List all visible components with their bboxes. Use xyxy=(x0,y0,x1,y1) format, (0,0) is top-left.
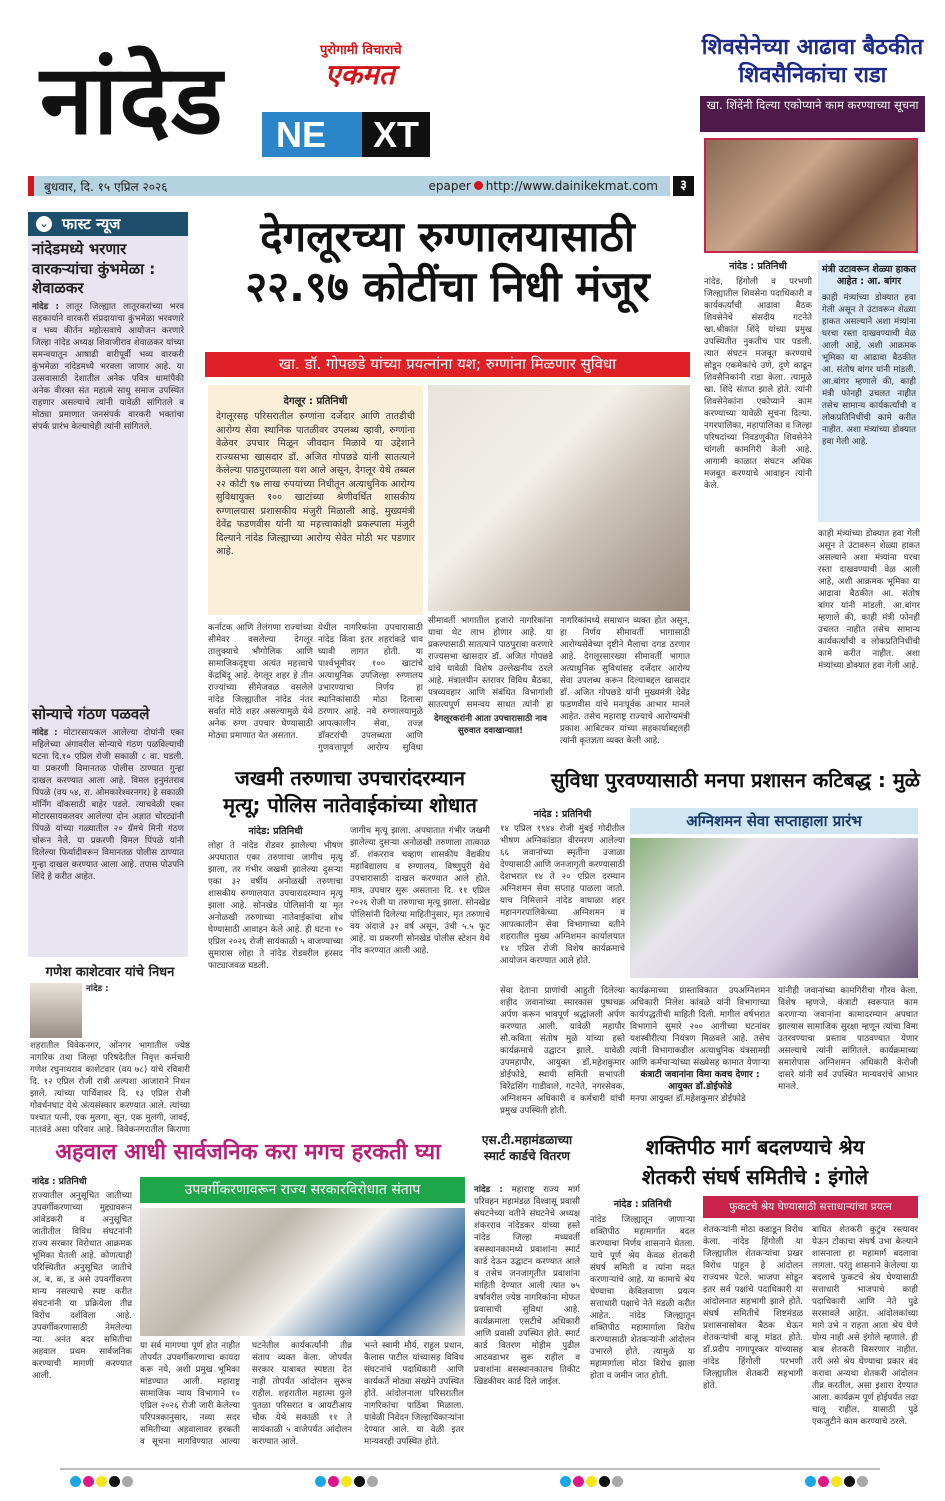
sidebar-story-2-headline: सोन्याचे गंठण पळवले xyxy=(32,705,150,723)
registration-marks-2 xyxy=(315,1476,378,1487)
fire-col1: १४ एप्रिल १९४४ रोजी मुंबई गोदीतील भीषण अग्निकांडात वीरमरण आलेल्या ६६ जवानांच्या स्मृतींना उजाळा देण्यासाठी आणि जनजागृती करण्यासाठी देशभरात १४ ते २० एप्रिल दरम्यान अग्निशमन सेवा सप्ताह पाळला जातो. याच निमित्ताने नांदेड वाघाळा शहर महानगरपालिकेच्या अग्निशमन व आपत्कालीन सेवा विभागाच्या वतीने शहरातील मुख्य अग्निशमन कार्यालयात १४ एप्रिल रोजी विशेष कार्यक्रमाचे आयोजन करण्यात आले होते. xyxy=(500,824,625,966)
obituary-body: शहरातील विवेकनगर, ओंनगर भागातील ज्येष्ठ नागरिक तथा जिल्हा परिषदेतील निवृत्त कर्मचारी गणेश रघुनाथराव काशेटवार (वय ७८) यांचे रविवारी दि. १२ एप्रिल रोजी रात्री अल्पशा आजाराने निधन झाले. त्यांच्या पार्थिवावर दि. १३ एप्रिल रोजी गोवर्धनघाट येथे अंत्यसंस्कार करण्यात आले. त्यांच्या पश्चात पत्नी, एक मुलगा, सून, एक मुलगी, जावई, नातवंडे असा परिवार आहे. विवेकनगरातील किराणा xyxy=(30,1041,190,1135)
registration-dot xyxy=(122,1476,133,1487)
fire-col2: सेवा देताना प्राणांची आहुती दिलेल्या शहीद जवानांच्या स्मारकास पुष्पचक्र अर्पण करून भावपूर्ण श्रद्धांजली अर्पण करण्यात आली. यावेळी महापौर सौ.कविता संतोष मुळे यांच्या हस्ते कार्यक्रमाचे उद्घाटन झाले. यावेळी उपमहापौर, आयुक्त डॉ.महेशकुमार डोईफोडे, स्थायी समिती सभापती विरेंद्रसिंग गाडीवाले, गटनेते, नगरसेवक, अग्निशमन अधिकारी व कर्मचारी यांची प्रमुख उपस्थिती होती. xyxy=(500,986,625,1116)
sidebar-story-2-body: मोटारसायकल आलेल्या दोघांनी एका महिलेच्या अंगावरील सोन्याचे गंठण पळविल्याची घटना दि.१० एप्रिल रोजी सकाळी ८ वा. घडली. या प्रकरणी विमानतळ पोलीस ठाण्यात गुन्हा दाखल करण्यात आला आहे. विमल हनुमंतराव पिंपळे (वय ५४, रा. ओमकारेश्वरनगर) हे सकाळी मॉर्निंग वॉकसाठी बाहेर पडले. त्याचवेळी एका मोटारसायकलवर आलेल्या दोन अज्ञात चोरट्यांनी पिंपळे यांच्या गळ्यातील २० ग्रॅमचे मिनी गंठण चोरून नेले. या प्रकरणी विमल पिंपळे यांनी दिलेल्या फिर्यादीवरून विमानतळ पोलीस ठाण्यात गुन्हा दाखल करण्यात आला आहे. तपास पोउपनि शिंदे हे करीत आहेत. xyxy=(32,727,184,882)
fire-subhead: कंत्राटी जवानांना विमा कवच देणार : आयुक्त डॉ.डोईफोडे xyxy=(640,1070,760,1092)
accident-col2: जागीच मृत्यू झाला. अपघातात गंभीर जखमी झालेल्या दुसऱ्या अनोळखी तरुणाला तात्काळ डॉ. शंकरराव चव्हाण शासकीय वैद्यकीय महाविद्यालय व रुग्णालय, विष्णुपुरी येथे उपचारासाठी दाखल करण्यात आले होते. मात्र, उपचार सुरू असताना दि. ११ एप्रिल २०२६ रोजी या तरुणाचा मृत्यू झाला. सोनखेड पोलिसांनी दिलेल्या माहितीनुसार, मृत तरुणाचे वय अंदाजे ३२ वर्ष असून, उंची ५.५ फूट आहे. या प्रकरणी सोनखेड पोलीस स्टेशन येथे नोंद करण्यात आली आहे. xyxy=(350,826,490,956)
registration-dot xyxy=(328,1476,339,1487)
lead-story-box xyxy=(208,385,423,615)
next-logo-left: NE xyxy=(262,112,362,157)
obituary-dateline: नांदेड : xyxy=(86,984,109,994)
shaktipeeth-headline xyxy=(590,1132,920,1192)
bangar-box xyxy=(818,260,920,522)
fire-col3-tail: मनपा आयुक्त डॉ.महेशकुमार डोईफोडे xyxy=(630,1094,746,1104)
fire-col3-wrap xyxy=(630,985,770,1129)
page-number: ३ xyxy=(670,176,694,196)
fire-band: अग्निशमन सेवा सप्ताहाला प्रारंभ xyxy=(630,808,918,834)
lead-col3: कर्नाटक आणि तेलंगणा राज्यांच्या सीमेवर वसलेल्या देगलूर तालुक्याचे भौगोलिक आणि सामाजिकदृष्ट्या अत्यंत महत्त्वाचे केंद्रबिंदू आहे. देगलूर शहर हे तीन राज्यांच्या सीमेजवळ वसलेले नांदेड जिल्ह्यातील नांदेड नंतर सर्वात मोठे शहर असल्यामुळे येथे अनेक रुग्ण उपचार घेण्यासाठी मोठ्या प्रमाणात येत असतात. xyxy=(208,623,313,741)
accident-headline-line1: जखमी तरुणाचा उपचारांदरम्यान xyxy=(235,766,465,790)
epaper-url[interactable]: http://www.dainikekmat.com xyxy=(485,179,658,193)
shivsena-dateline: नांदेड : प्रतिनिधी xyxy=(729,261,787,272)
epaper-globe-icon xyxy=(474,181,483,190)
accident-headline-line2: मृत्यू; पोलिस नातेवाईकांच्या शोधात xyxy=(223,793,477,817)
reservation-photo xyxy=(140,1208,465,1336)
registration-dot xyxy=(612,1476,623,1487)
shivsena-headline: शिवसेनेच्या आढावा बैठकीत शिवसैनिकांचा राडा xyxy=(701,35,924,88)
reservation-col1: राज्यातील अनुसूचित जातीच्या उपवर्गीकरणाच्या मुद्द्यावरून आंबेडकरी व अनुसूचित जातीतील विविध संघटनांनी राज्य सरकार विरोधात आक्रमक भूमिका घेतली आहे. कोणत्याही परिस्थितीत अनुसूचित जातीचे अ, ब, क, ड असे उपवर्गीकरण मान्य नसल्याचे स्पष्ट करीत संघटनांनी या प्रक्रियेला तीव्र विरोध दर्शविला आहे. उपवर्गीकरणासाठी नेमलेल्या न्या. अनंत बदर समितीचा अहवाल प्रथम सार्वजनिक करण्याची मागणी करण्यात आली. xyxy=(32,1191,132,1381)
registration-dot xyxy=(831,1476,842,1487)
shivsena-body: नांदेड, हिंगोली व परभणी जिल्ह्यातील शिवसेना पदाधिकारी व कार्यकर्त्यांची आढावा बैठक शिवसेनेचे संसदीय गटनेते खा.श्रीकांत शिंदे यांच्या प्रमुख उपस्थितीत नुकतीच पार पडली. त्यात संघटन मजबूत करण्याचे सोडून एकमेकांचे उणे, दुणे काढून शिवसैनिकांनी राडा केला. त्यामुळे खा. शिंदे संतप्त झाले होते. त्यांनी शिवसेनेकांना एकोप्याने काम करण्याच्या यावेळी सूचना दिल्या. नगरपालिका, महापालिका व जिल्हा परिषदांच्या निवडणुकीत शिवसेनेने चांगली कामगिरी केली आहे. आगामी काळात संघटन अधिक मजबूत करण्याचे आवाहन त्यांनी केले. xyxy=(704,277,812,491)
fire-headline: सुविधा पुरवण्यासाठी मनपा प्रशासन कटिबद्ध : मुळे xyxy=(550,768,920,792)
next-logo-right: XT xyxy=(362,112,430,157)
reservation-dateline: नांदेड : प्रतिनिधी xyxy=(32,1177,87,1187)
registration-dot xyxy=(805,1476,816,1487)
lead-headline-line2: २२.९७ कोटींचा निधी मंजूर xyxy=(245,262,650,312)
registration-dot xyxy=(857,1476,868,1487)
fire-col3: कार्यक्रमाच्या प्रास्ताविकात उपअग्निशमन अधिकारी निलेश कांबळे यांनी विभागाच्या कार्यपद्धतीची माहिती दिली. मागील वर्षभरात विभागाने सुमारे २०० आगीच्या घटनांवर यशस्वीरीत्या नियंत्रण मिळवले आहे. तसेच त्यांनी विभागाकडील अत्याधुनिक यंत्रसामग्री आणि कर्मचाऱ्यांच्या संख्येसह कामात येणाऱ्या xyxy=(630,986,770,1068)
reservation-band: उपवर्गीकरणावरून राज्य सरकारविरोधात संताप xyxy=(140,1177,465,1203)
fire-photo xyxy=(630,838,918,978)
registration-dot xyxy=(560,1476,571,1487)
registration-dot xyxy=(109,1476,120,1487)
shaktipeeth-headline-line1: शक्तिपीठ मार्ग बदलण्याचे श्रेय xyxy=(645,1135,865,1159)
registration-marks-1 xyxy=(70,1476,133,1487)
sidebar-story-1-body: लातूर जिल्ह्यात लातूरकरांच्या भरव सहकार्याने वारकरी संप्रदायाचा कुंभमेळा भरवणारे व भव्य कीर्तन महोत्सवाचे आयोजन करणारे जिल्हा नांदेड अध्यक्ष शिवाजीराव शेवाळकर यांच्या समन्वयातून आषाढी वारीपूर्वी भव्य वारकरी कुंभमेळा नांदेडमध्ये भरवला जाणार आहे. या उत्सवासाठी देशातील अनेक पवित्र धामांपैकी अनेक वीरक्त संत महात्मे साधु समाज उपस्थित राहणार असल्याचे त्यांनी यावेळी सांगितले व मोठ्या प्रमाणात जनसंपर्क वारकरी भक्तांचा संपर्क प्रारंभ केल्याचेही त्यांनी सांगितले. xyxy=(32,301,184,432)
bangar-box-body: काही मंत्र्यांच्या डोक्यात हवा गेली असून ते उंटावरून शेळ्या हाकत असल्याने अशा मंत्र्यांना घरचा रस्ता दाखवण्याची वेळ आली आहे, अशी आक्रमक भूमिका या आढावा बैठकीत आ. संतोष बांगर यांनी मांडली. आ.बांगर म्हणाले की, काही मंत्री फोनही उचलत नाहीत तसेच सामान्य कार्यकर्त्यांची व लोकप्रतिनिधींची कामे करीत नाहीत. अशा मंत्र्यांच्या डोक्यात हवा गेली आहे. xyxy=(822,292,916,447)
lead-box-body: देगलूरसह परिसरातील रुग्णांना दर्जेदार आणि तातडीची आरोग्य सेवा स्थानिक पातळीवर उपलब्ध व्हावी, रुग्णांना वेळेवर उपचार मिळून जीवदान मिळावे या उद्देशाने राज्यसभा खासदार डॉ. अजित गोपछडे यांनी सातत्याने केलेल्या पाठपुराव्याला यश आले असून, देगलूर येथे तब्बल २२ कोटी ९७ लाख रुपयांच्या निधीतून अत्याधुनिक आरोग्य सुविधायुक्त १०० खाटांच्या श्रेणीवर्धित शासकीय रुग्णालयास प्रशासकीय मंजुरी मिळाली आहे. मुख्यमंत्री देवेंद्र फडणवीस यांनी या महत्त्वाकांक्षी प्रकल्पाला मंजुरी दिल्याने नांदेड जिल्ह्याच्या आरोग्य सेवेत मोठी भर पडणार आहे. xyxy=(216,411,415,557)
footer-rule xyxy=(60,1468,880,1470)
epaper-link[interactable] xyxy=(428,179,658,193)
lead-subhead: खा. डॉ. गोपछडे यांच्या प्रयत्नांना यश; रुग्णांना मिळणार सुविधा xyxy=(205,352,690,377)
registration-dot xyxy=(586,1476,597,1487)
fire-col4: यांनीही जवानांच्या कामगिरीचा गौरव केला. विशेष म्हणजे, कंत्राटी स्वरूपात काम करणाऱ्या जवानांना कामादरम्यान अपघात झाल्यास सामाजिक सुरक्षा म्हणून त्यांचा विमा उतरवण्याचा प्रस्ताव पाठवण्यात येणार असल्याचे त्यांनी सांगितले. कार्यक्रमाच्या समारोपास अग्निशमन अधिकारी केरोजी दासरे यांनी सर्व उपस्थित मान्यवरांचे आभार मानले. xyxy=(778,986,918,1092)
reservation-col2: या सर्व मागण्या पूर्ण होत नाहीत तोपर्यंत उपवर्गीकरणाचा कायदा करू नये, अशी प्रमुख भूमिका मांडण्यात आली. महाराष्ट्र सामाजिक न्याय विभागाने १० एप्रिल २०२६ रोजी जारी केलेल्या परिपत्रकानुसार, नव्या सदर समितीच्या अहवालावर हरकती व सूचना मागविण्यात आल्या xyxy=(140,1341,240,1447)
lead-headline-line1: देगलूरच्या रुग्णालयासाठी xyxy=(260,212,635,261)
shaktipeeth-headline-line2: शेतकरी संघर्ष समितीचे : इंगोले xyxy=(641,1165,869,1189)
st-text xyxy=(474,1184,580,1448)
obituary-headline: गणेश काशेटवार यांचे निधन xyxy=(45,965,175,980)
accident-headline xyxy=(205,765,495,819)
lead-dateline: देगलूर : प्रतिनिधी xyxy=(283,396,348,407)
registration-dot xyxy=(96,1476,107,1487)
registration-dot xyxy=(341,1476,352,1487)
lead-col1: सीमावर्ती भागातील हजारो नागरिकांना याचा थेट लाभ होणार आहे. या प्रकल्पासाठी सातत्याने पाठपुरावा करणारे राज्यसभा खासदार डॉ. अजित गोपछडे यांचे यावेळी विशेष उल्लेखनीय ठरले आहे. मंत्रालयीन स्तरावर विविध बैठका, पत्रव्यवहार आणि संबंधित विभागांशी सातत्यपूर्ण समन्वय साधत त्यांनी हा xyxy=(428,616,553,710)
sidebar-story-2-dateline: नांदेड : xyxy=(32,727,58,738)
shivsena-subhead: खा. शिंदेंनी दिल्या एकोप्याने काम करण्याच्या सूचना xyxy=(700,96,925,132)
bangar-box-title: मंत्री उटावरून शेळ्या हाकत आहेत : आ. बांगर xyxy=(822,264,916,288)
registration-dot xyxy=(573,1476,584,1487)
shaktipeeth-col3: बाधित शेतकरी कुटुंब रस्त्यावर येऊन टोकाचा संघर्ष उभा केल्याने शासनाला हा महामार्ग बदलावा लागला. परंतु शासनाने केलेल्या या बदलाचे फुकटचे श्रेय घेण्यासाठी सत्ताधारी भाजपाचे काही पदाधिकारी आणि नेते पुढे सरसावले आहेत. आंदोलकांच्या मागे उभे न राहता आता श्रेय घेणे योग्य नाही असे इंगोले म्हणाले. ही बाब शेतकरी विसरणार नाहीत. तरी असे श्रेय घेण्याचा प्रकार बंद करावा अन्यथा शेतकरी आंदोलन तीव्र करतील, असा इशारा देण्यात आला. कार्यक्रम पूर्ण होईपर्यंत लढा चालू राहील. यासाठी पुढे एकजुटीने काम करण्याचे ठरले. xyxy=(812,1225,918,1427)
date-bar xyxy=(28,176,688,196)
registration-dot xyxy=(354,1476,365,1487)
registration-dot xyxy=(599,1476,610,1487)
reservation-col3: घटनेतील कार्यकर्त्यांनी तीव्र संताप व्यक्त केला. जोपर्यंत सरकार याबाबत स्पष्टता देत नाही तोपर्यंत आंदोलन सुरूच राहील. शहरातील महात्मा फुले पुतळा परिसरात व आयटीआय चौक येथे सकाळी ११ ते सायंकाळी ५ वाजेपर्यंत आंदोलन करण्यात आले. xyxy=(252,1341,352,1447)
accident-dateline: नांदेड: प्रतिनिधी xyxy=(248,826,303,837)
registration-dot xyxy=(367,1476,378,1487)
registration-marks-4 xyxy=(805,1476,868,1487)
chevron-down-icon: ⌄ xyxy=(36,216,52,232)
issue-date: बुधवार, दि. १५ एप्रिल २०२६ xyxy=(44,179,168,194)
next-logo xyxy=(262,112,430,157)
registration-dot xyxy=(83,1476,94,1487)
registration-dot xyxy=(315,1476,326,1487)
shaktipeeth-band: फुकटचे श्रेय घेण्यासाठी सत्ताधाऱ्यांचा प्रयत्न xyxy=(703,1196,918,1218)
shaktipeeth-col2: शेतकऱ्यांनी मोठा कडाडून विरोध केला. नांदेड हिंगोली या जिल्ह्यातील शेतकऱ्यांचा प्रखर विरोध पाहून हे आंदोलन राज्यभर पेटले. भाजपा सोडून इतर सर्व पक्षांचे पदाधिकारी या आंदोलनात सहभागी झाले होते. संघर्ष समितीचे शिष्टमंडळ प्रशासनासोबत बैठक घेऊन शेतकऱ्यांची बाजू मांडत होते. डॉ.प्रदीप नागापूरकर यांच्यासह नांदेड हिंगोली परभणी जिल्ह्यातील शेतकरी सहभागी होते. xyxy=(703,1225,803,1391)
registration-marks-3 xyxy=(560,1476,623,1487)
obituary xyxy=(30,962,190,1136)
brand-logo-ekmat: एकमत xyxy=(325,58,395,91)
shaktipeeth-dateline: नांदेड : प्रतिनिधी xyxy=(613,1199,672,1210)
st-dateline: नांदेड : xyxy=(474,1185,503,1195)
reservation-headline: अहवाल आधी सार्वजनिक करा मगच हरकती घ्या xyxy=(55,1140,441,1165)
epaper-label: epaper xyxy=(428,179,471,193)
sidebar-story-1-headline: नांदेडमध्ये भरणार वारकऱ्यांचा कुंभमेळा : शेवाळकर xyxy=(32,240,156,297)
lead-headline xyxy=(205,212,690,313)
lead-photo xyxy=(428,385,690,611)
lead-col2: नागरिकांमध्ये समाधान व्यक्त होत असून, हा निर्णय सीमावर्ती भागासाठी आरोग्यसेवेच्या दृष्टीने मैलाचा दगड ठरणार आहे. देगलूरसारख्या सीमावर्ती भागात अत्याधुनिक सुविधांसह दर्जेदार आरोग्य सेवा उपलब्ध करून दिल्याबद्दल खासदार डॉ. अजित गोपछडे यांनी मुख्यमंत्री देवेंद्र फडणवीस यांचे मनःपूर्वक आभार मानले आहेत. तसेच महाराष्ट्र राज्याचे आरोग्यमंत्री प्रकाश आबिटकर यांच्या सहकार्याबद्दलही त्यांनी कृतज्ञता व्यक्त केली आहे. xyxy=(560,616,690,746)
masthead-title: नांदेड xyxy=(40,44,224,156)
registration-dot xyxy=(70,1476,81,1487)
fire-dateline: नांदेड : प्रतिनिधी xyxy=(533,809,592,820)
st-body: महाराष्ट्र राज्य मार्ग परिवहन महामंडळ विश्वासू प्रवासी संघटनेच्या वतीने संघटनेचे अध्यक्ष शंकरराव नांदेडकर यांच्या हस्ते नांदेड जिल्हा मध्यवर्ती बसस्थानकामध्ये प्रवाशांना स्मार्ट कार्ड देऊन उद्घाटन करण्यात आले व तसेच जनजागृतीत प्रवाशांना माहिती देण्यात आली त्यात ७५ वर्षांवरील ज्येष्ठ नागरिकांना मोफत प्रवासाची सुविधा आहे. कार्यक्रमाला एसटीचे अधिकारी आणि प्रवासी उपस्थित होते. स्मार्ट कार्ड वितरण मोहीम पुढील आठवडाभर सुरू राहील व प्रवाशांना बसस्थानकातच तिकीट खिडकीवर कार्ड दिले जाईल. xyxy=(474,1185,580,1387)
sidebar-story-1 xyxy=(32,240,184,709)
masthead-tagline: पुरोगामी विचाराचे xyxy=(320,43,402,58)
fast-news-label: फास्ट न्यूज xyxy=(62,215,121,233)
fast-news-header xyxy=(28,212,188,236)
obituary-photo xyxy=(30,983,82,1038)
sidebar-story-2 xyxy=(32,705,184,943)
st-headline: एस.टी.महामंडळाच्या स्मार्ट कार्डचे वितरण xyxy=(481,1133,573,1163)
registration-dot xyxy=(818,1476,829,1487)
shivsena-photo xyxy=(704,138,918,253)
registration-dot xyxy=(844,1476,855,1487)
date-bar-accent xyxy=(28,176,34,196)
lead-col4: येथील नागरिकांना उपचारासाठी नांदेड किंवा इतर शहरांकडे धाव घ्यावी लागत होती. या पार्श्वभूमीवर १०० खाटांचे अत्याधुनिक उपजिल्हा रुग्णालय उभारण्याचा निर्णय हा स्थानिकांसाठी मोठा दिलासा ठरणार आहे. नवे रुग्णालयामुळे आपत्कालीन सेवा, तज्ज्ञ डॉक्टरांची उपलब्धता आणि गुणवत्तापूर्ण आरोग्य सुविधा xyxy=(318,623,423,753)
bangar-continued: काही मंत्र्यांच्या डोक्यात हवा गेली असून ते उंटावरून शेळ्या हाकत असल्याने अशा मंत्र्यांना घरचा रस्ता दाखवण्याची वेळ आली आहे, अशी आक्रमक भूमिका या आढावा बैठकीत आ. संतोष बांगर यांनी मांडली. आ.बांगर म्हणाले की, काही मंत्री फोनही उचलत नाहीत तसेच सामान्य कार्यकर्त्यांची व लोकप्रतिनिधींची कामे करीत नाहीत. अशा मंत्र्यांच्या डोक्यात हवा गेली आहे. xyxy=(818,529,920,671)
shaktipeeth-col1: नांदेड जिल्ह्यातून जाणाऱ्या शक्तिपीठ महामार्गात बदल करण्याचा निर्णय शासनाने घेतला. याचे पूर्ण श्रेय केवळ शेतकरी संघर्ष समिती व त्यांना मदत करणाऱ्यांचे आहे. या कामाचे श्रेय घेण्याचा केविलवाणा प्रयत्न सत्ताधारी पक्षाचे नेते मंडळी करीत आहेत. नांदेड जिल्ह्यातून शक्तिपीठ महामार्गाला विरोध करण्यासाठी शेतकऱ्यांनी आंदोलन उभारले होते. त्यामुळे या महामार्गाला मोठा विरोध झाला होता व जमीन जात होती. xyxy=(590,1215,695,1381)
lead-col1-wrap xyxy=(428,615,553,755)
sidebar-story-1-dateline: नांदेड : xyxy=(32,301,59,312)
accident-col1: लोहा ते नांदेड रोडवर झालेल्या भीषण अपघातात एका तरुणाचा जागीच मृत्यू झाला, तर गंभीर जखमी झालेल्या दुसऱ्या एका ३२ वर्षीय अनोळखी तरुणाचा शासकीय रुग्णालयात उपचारादरम्यान मृत्यू झाला आहे. सोनखेड पोलिसांनी या मृत अनोळखी तरुणाच्या नातेवाईकांचा शोध घेण्यासाठी आवाहन केले आहे. ही घटना १० एप्रिल २०२६ रोजी सायंकाळी ५ वाजण्याच्या सुमारास लोहा ते नांदेड रोडवरील हरसद फाट्याजवळ घडली. xyxy=(208,841,343,971)
reservation-col4: भन्ते स्वामी मौर्य, राहुल प्रधान, कैलास पाटील यांच्यासह विविध संघटनांचे पदाधिकारी आणि कार्यकर्ते मोठ्या संख्येने उपस्थित होते. आंदोलनाला परिसरातील नागरिकांचा पाठिंबा मिळाला. यावेळी निवेदन जिल्हाधिकाऱ्यांना देण्यात आले. या वेळी इतर मान्यवरही उपस्थित होते. xyxy=(364,1341,464,1447)
lead-col1-subhead: देगलूरकरांनी आता उपचारासाठी नाव सुरुवात दवाखान्यात! xyxy=(433,714,547,736)
